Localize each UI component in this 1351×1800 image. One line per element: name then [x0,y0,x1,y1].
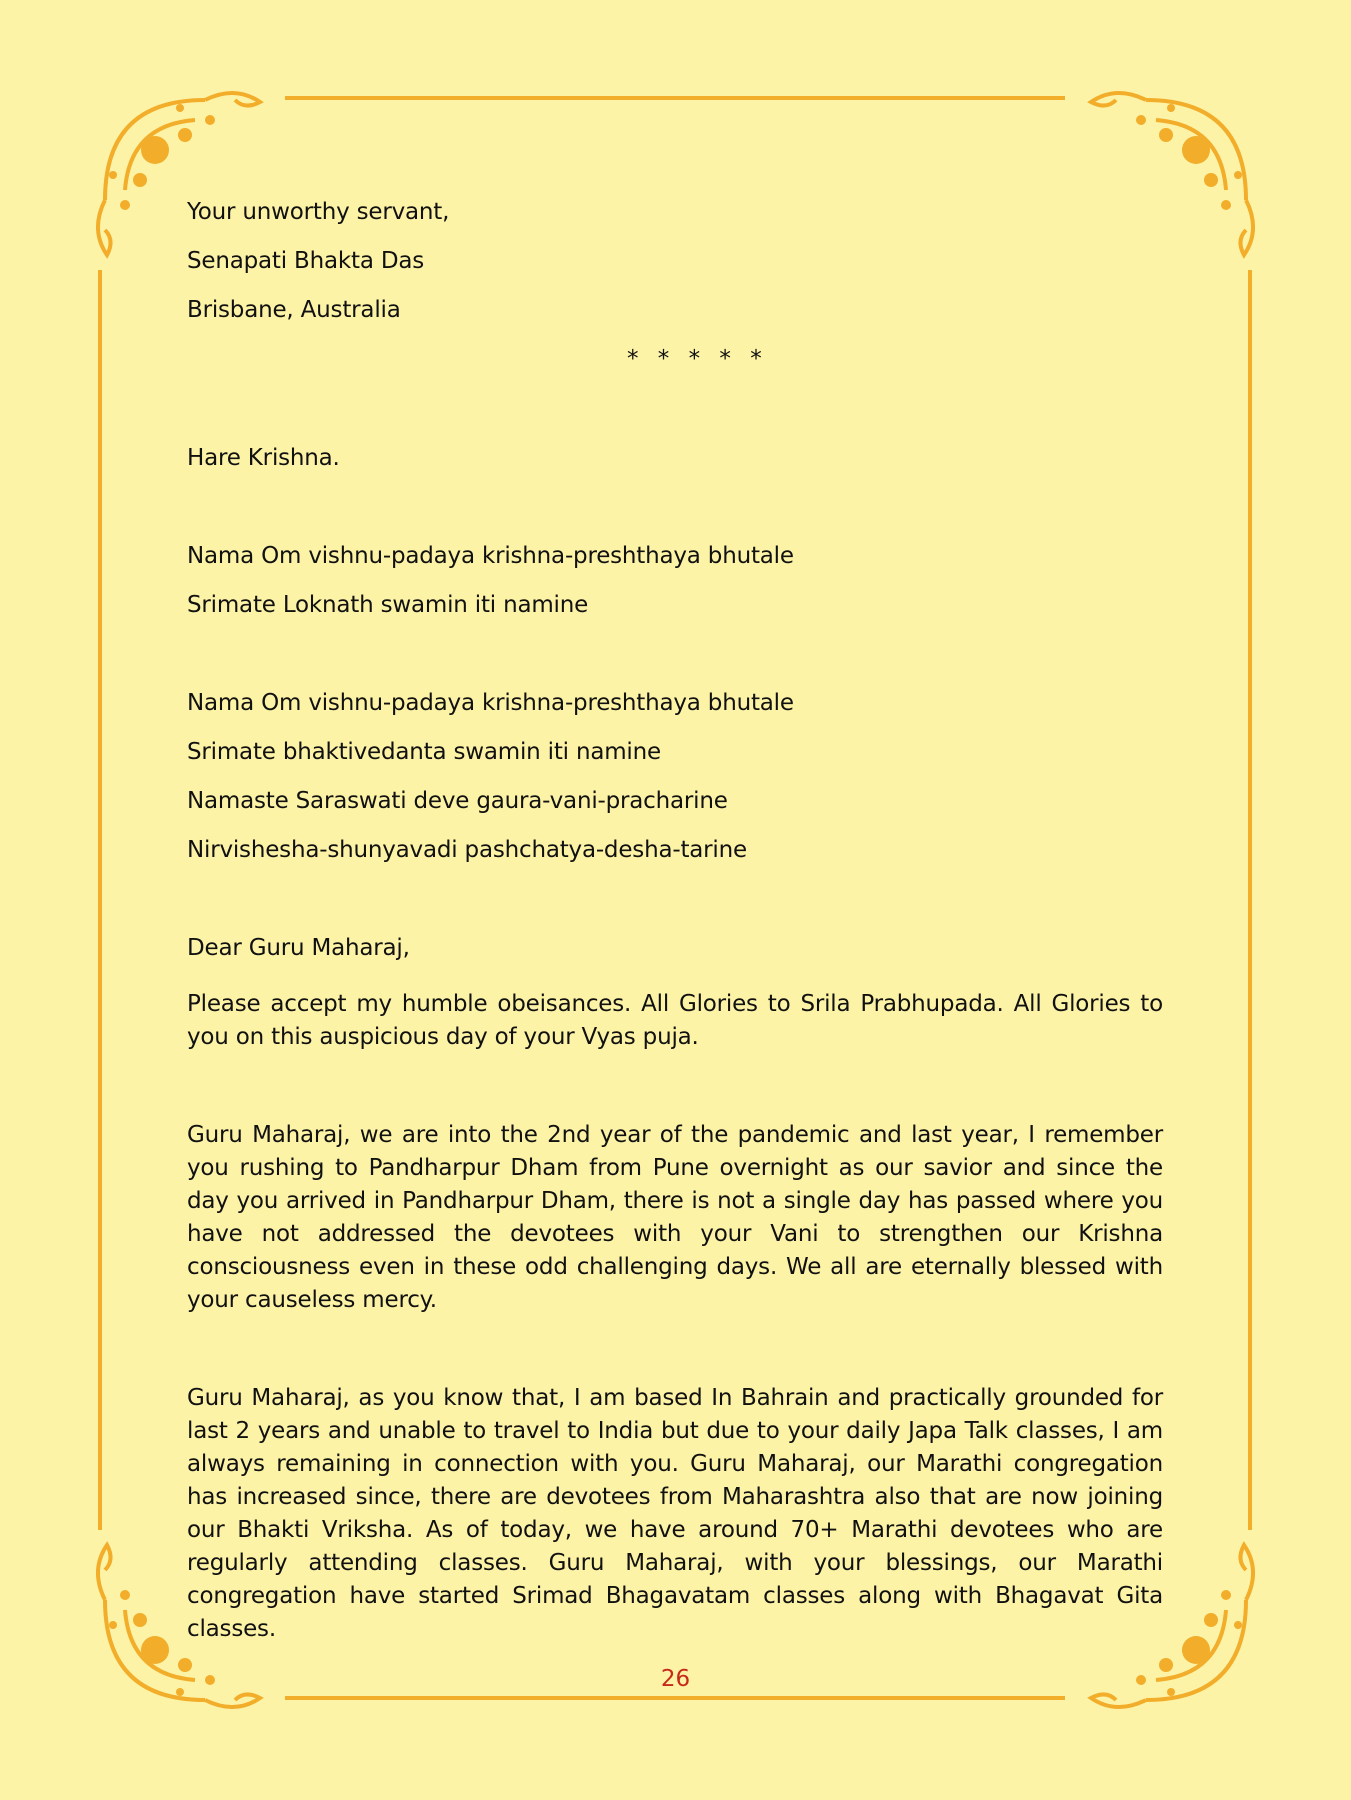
frame-right-line [1248,270,1252,1530]
greeting: Hare Krishna. [187,445,340,471]
prayer2-line1: Nama Om vishnu-padaya krishna-preshthaya bhutale [187,690,794,716]
prayer2-line3: Namaste Saraswati deve gaura-vani-pracharine [187,788,728,814]
section-separator: * * * * * [627,346,768,372]
signoff-location: Brisbane, Australia [187,297,401,323]
signoff-name: Senapati Bhakta Das [187,248,425,274]
prayer2-line2: Srimate bhaktivedanta swamin iti namine [187,739,661,765]
prayer1-line2: Srimate Loknath swamin iti namine [187,592,589,618]
frame-bottom-line [285,1696,1065,1700]
letter-body [187,196,1163,1646]
salutation: Dear Guru Maharaj, [187,935,410,961]
signoff-closing: Your unworthy servant, [187,199,450,225]
page-number: 26 [660,1666,691,1692]
paragraph-pandemic: Guru Maharaj, we are into the 2nd year of the pandemic and last year, I remember you rushing to Pandharpur Dham from Pune overnight as our savior and since the day you arrived in Pandharpur Dham, there is not a single day has passed where you have not addressed the devotees with your Vani to strengthen our Krishna consciousness even in these odd challenging days. We all are eternally blessed with your causeless mercy. [187,1122,1163,1313]
paragraph-bahrain: Guru Maharaj, as you know that, I am based In Bahrain and practically grounded for last 2 years and unable to travel to India but due to your daily Japa Talk classes, I am always remaining in connection with you. Guru Maharaj, our Marathi congregation has increased since, there are devotees from Maharashtra also that are now joining our Bhakti Vriksha. As of today, we have around 70+ Marathi devotees who are regularly attending classes. Guru Maharaj, with your blessings, our Marathi congregation have started Srimad Bhagavatam classes along with Bhagavat Gita classes. [187,1385,1163,1642]
frame-top-line [285,96,1065,100]
frame-left-line [98,270,102,1530]
prayer1-line1: Nama Om vishnu-padaya krishna-preshthaya bhutale [187,543,794,569]
prayer2-line4: Nirvishesha-shunyavadi pashchatya-desha-tarine [187,837,747,863]
paragraph-obeisances: Please accept my humble obeisances. All Glories to Srila Prabhupada. All Glories to you on this auspicious day of your Vyas puja. [187,991,1163,1050]
